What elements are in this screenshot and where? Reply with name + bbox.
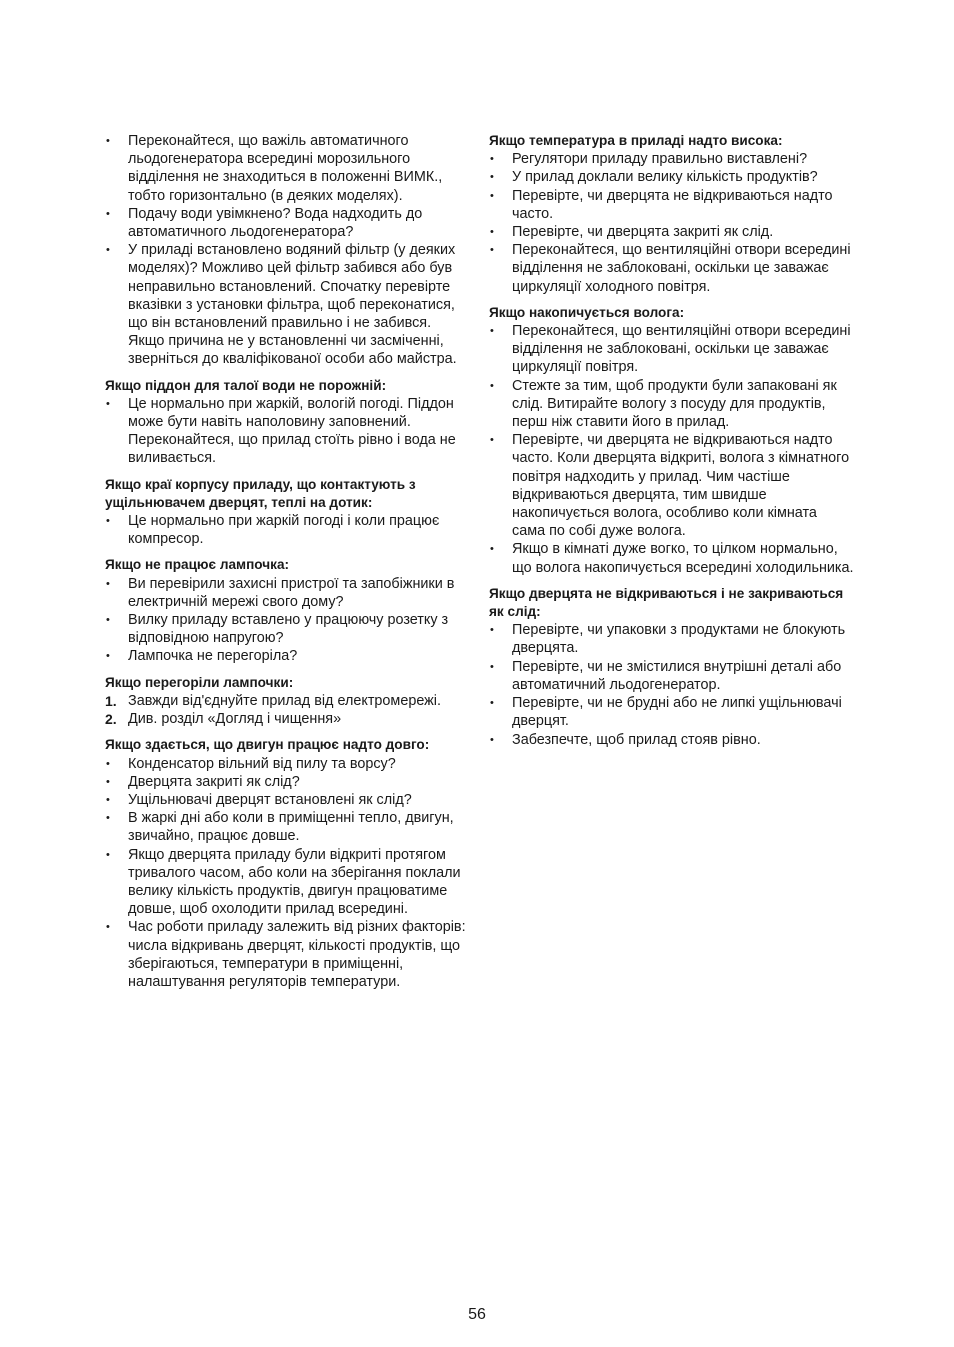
list-item-text: Лампочка не перегоріла?	[128, 648, 298, 665]
list-item	[105, 205, 470, 241]
list-item	[489, 241, 854, 296]
bullet-list	[489, 621, 854, 748]
list-item-text: Перевірте, чи дверцята не відкриваються надто часто. Коли дверцята відкриті, волога з кімнатного повітря надходить у прилад. Чим частіше відкриваються дверцята, тим швидше накопичується волога, особливо коли кімната сама по собі дуже волога.	[512, 432, 850, 540]
numbered-list	[105, 692, 470, 728]
list-item-text: Подачу води увімкнено? Вода надходить до автоматичного льодогенератора?	[128, 205, 423, 241]
bullet-list	[105, 395, 470, 468]
list-item-text: Стежте за тим, щоб продукти були запаковані як слід. Витирайте вологу з посуду для продуктів, перш ніж ставити його в прилад.	[512, 377, 837, 431]
list-item	[489, 731, 854, 749]
list-item-text: Якщо в кімнаті дуже вогко, то цілком нормально, що волога накопичується всередині холодильника.	[512, 541, 854, 576]
list-item-text: Перевірте, чи дверцята закриті як слід.	[512, 224, 774, 241]
list-item-text: Час роботи приладу залежить від різних факторів: числа відкривань дверцят, кількості продуктів, що зберігаються, температури в приміщенні, налаштування регуляторів температури.	[128, 919, 466, 990]
section-heading: Якщо дверцята не відкриваються і не закриваються як слід:	[489, 585, 844, 620]
bullet-icon: •	[106, 775, 110, 788]
list-item	[105, 773, 470, 791]
section-heading: Якщо накопичується волога:	[489, 304, 685, 320]
list-item-text: Вилку приладу вставлено у працюючу розетку з відповідною напругою?	[128, 612, 449, 647]
bullet-icon: •	[490, 171, 494, 184]
list-item-text: Забезпечте, щоб прилад стояв рівно.	[512, 731, 761, 748]
bullet-icon: •	[490, 434, 494, 447]
list-item	[489, 150, 854, 168]
list-item	[105, 692, 470, 710]
list-item-text: Перевірте, чи не брудні або не липкі ущільнювачі дверцят.	[512, 695, 842, 730]
list-item	[105, 611, 470, 647]
list-item	[105, 395, 470, 468]
list-item	[489, 658, 854, 694]
item-number: 2.	[105, 711, 117, 728]
bullet-icon: •	[106, 793, 110, 806]
list-item	[489, 377, 854, 432]
list-item-text: В жаркі дні або коли в приміщенні тепло, двигун, звичайно, працює довше.	[128, 810, 454, 845]
list-item	[489, 694, 854, 730]
list-item-text: Перевірте, чи не змістилися внутрішні деталі або автоматичний льодогенератор.	[512, 658, 842, 693]
bullet-icon: •	[106, 135, 110, 147]
bullet-list	[105, 575, 470, 666]
bullet-icon: •	[106, 921, 110, 934]
bullet-icon: •	[490, 226, 494, 239]
section	[105, 132, 470, 369]
list-item-text: Дверцята закриті як слід?	[128, 773, 300, 790]
bullet-icon: •	[490, 697, 494, 710]
list-item	[105, 755, 470, 773]
list-item-text: Якщо дверцята приладу були відкриті протягом тривалого часом, або коли на зберігання поклали велику кількість продуктів, двигун працюватиме довше, щоб охолодити прилад всередині.	[128, 846, 461, 918]
bullet-list	[489, 150, 854, 296]
list-item	[105, 512, 470, 548]
bullet-icon: •	[490, 379, 494, 392]
bullet-icon: •	[490, 189, 494, 202]
list-item	[489, 621, 854, 657]
list-item	[105, 846, 470, 919]
bullet-icon: •	[490, 244, 494, 257]
section	[105, 736, 470, 991]
list-item	[489, 540, 854, 576]
list-item	[105, 918, 470, 991]
list-item	[105, 575, 470, 611]
list-item-text: Переконайтеся, що важіль автоматичного льодогенератора всередині морозильного відділення не знаходиться в положенні ВИМК., тобто горизонтально (в деяких моделях).	[128, 133, 443, 204]
section-heading: Якщо здається, що двигун працює надто довго:	[105, 737, 430, 753]
list-item	[489, 431, 854, 540]
bullet-icon: •	[106, 757, 110, 770]
bullet-icon: •	[106, 614, 110, 627]
section	[105, 674, 470, 729]
list-item-text: Завжди від'єднуйте прилад від електромережі.	[128, 692, 441, 709]
section	[105, 556, 470, 665]
list-item-text: Переконайтеся, що вентиляційні отвори всередині відділення не заблоковані, оскільки це заважає циркуляції холодного повітря.	[512, 242, 851, 295]
bullet-icon: •	[490, 624, 494, 637]
list-item-text: Ущільнювачі дверцят встановлені як слід?	[128, 791, 412, 808]
bullet-icon: •	[106, 812, 110, 825]
section-heading: Якщо перегоріли лампочки:	[105, 674, 294, 690]
section-heading: Якщо не працює лампочка:	[105, 557, 290, 573]
bullet-icon: •	[490, 660, 494, 673]
bullet-icon: •	[106, 577, 110, 590]
list-item	[105, 710, 470, 728]
bullet-icon: •	[106, 650, 110, 663]
bullet-icon: •	[490, 325, 494, 338]
bullet-icon: •	[106, 244, 110, 257]
bullet-icon: •	[106, 848, 110, 861]
list-item	[489, 187, 854, 223]
list-item	[105, 241, 470, 368]
section-heading: Якщо краї корпусу приладу, що контактують з ущільнювачем дверцят, теплі на дотик:	[105, 476, 416, 510]
list-item	[489, 322, 854, 377]
list-item	[105, 791, 470, 809]
list-item-text: Це нормально при жаркій, вологій погоді. Піддон може бути навіть наполовину заповнений. Переконайтеся, що прилад стоїть рівно і вода не виливається.	[128, 395, 456, 467]
section	[105, 476, 470, 549]
bullet-list	[105, 512, 470, 548]
list-item	[489, 168, 854, 186]
bullet-icon: •	[490, 153, 494, 166]
list-item-text: Це нормально при жаркій погоді і коли працює компресор.	[128, 513, 440, 548]
bullet-icon: •	[106, 397, 110, 410]
bullet-list	[105, 132, 470, 369]
bullet-icon: •	[106, 515, 110, 528]
list-item	[105, 647, 470, 665]
bullet-list	[105, 755, 470, 992]
bullet-icon: •	[106, 207, 110, 220]
bullet-list	[489, 322, 854, 577]
list-item	[105, 132, 470, 205]
list-item-text: У приладі встановлено водяний фільтр (у деяких моделях)? Можливо цей фільтр забився або був неправильно встановлений. Спочатку перевірте вказівки з установки фільтра, щоб переконатися, що він встановлений правильно і не забився. Якщо причина не у встановленні чи засміченні, зверніться до кваліфікованої особи або майстра.	[128, 242, 457, 368]
list-item-text: Переконайтеся, що вентиляційні отвори всередині відділення не заблоковані, оскільки це заважає циркуляції повітря.	[512, 323, 851, 376]
section	[489, 585, 854, 749]
list-item-text: Регулятори приладу правильно виставлені?	[512, 151, 808, 168]
list-item	[489, 223, 854, 241]
right-column	[489, 132, 854, 757]
list-item-text: У прилад доклали велику кількість продуктів?	[512, 169, 818, 186]
page-number: 56	[468, 1306, 486, 1323]
list-item-text: Конденсатор вільний від пилу та ворсу?	[128, 755, 396, 772]
bullet-icon: •	[490, 733, 494, 746]
list-item-text: Див. розділ «Догляд і чищення»	[128, 711, 342, 728]
section	[489, 132, 854, 296]
section	[105, 377, 470, 468]
item-number: 1.	[105, 692, 117, 709]
section-heading: Якщо температура в приладі надто висока:	[489, 133, 783, 148]
list-item-text: Ви перевірили захисні пристрої та запобіжники в електричній мережі свого дому?	[128, 575, 455, 610]
section-heading: Якщо піддон для талої води не порожній:	[105, 377, 387, 393]
list-item-text: Перевірте, чи упаковки з продуктами не блокують дверцята.	[512, 622, 846, 657]
bullet-icon: •	[490, 543, 494, 556]
section	[489, 304, 854, 577]
list-item-text: Перевірте, чи дверцята не відкриваються надто часто.	[512, 187, 833, 222]
list-item	[105, 809, 470, 845]
left-column	[105, 132, 470, 999]
